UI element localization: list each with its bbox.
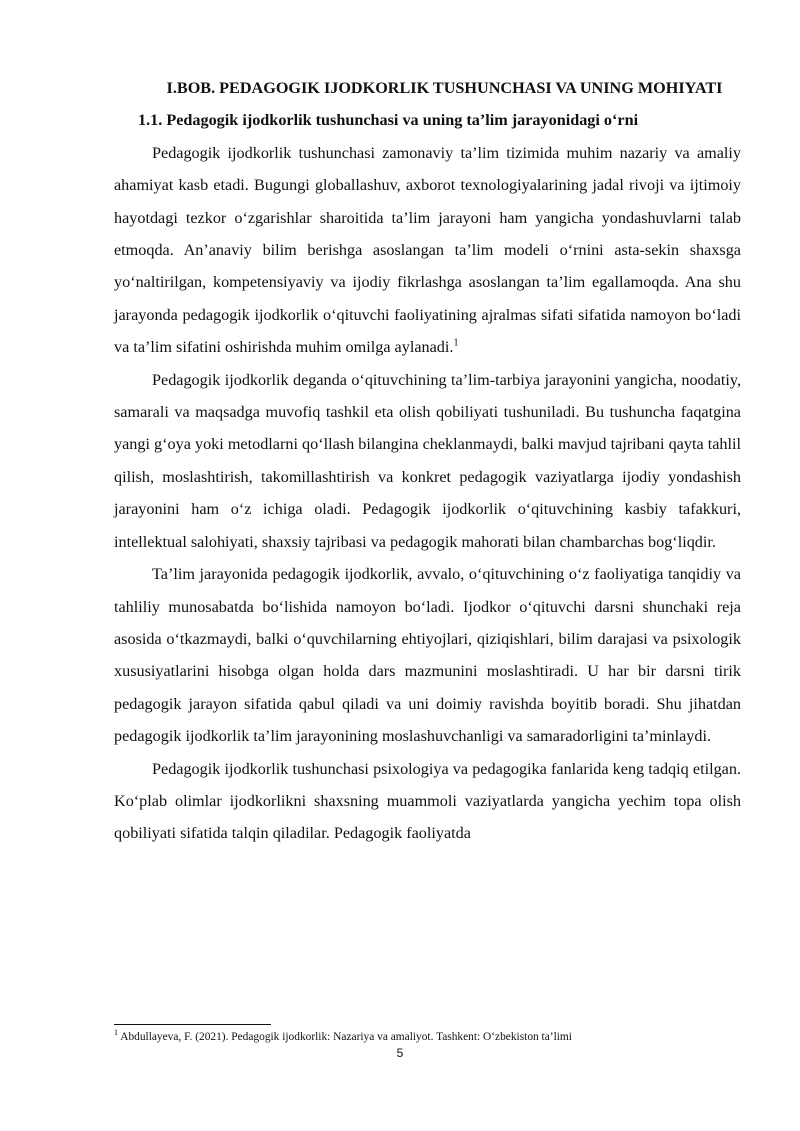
paragraph: Pedagogik ijodkorlik deganda o‘qituvchining ta’lim-tarbiya jarayonini yangicha, noodatiy, samarali va maqsadga muvofiq tashkil eta olish qobiliyati tushuniladi. Bu tushuncha faqatgina yangi g‘oya yoki metodlarni qo‘llash bilangina cheklanmaydi, balki mavjud tajribani qayta tahlil qilish, moslashtirish, takomillashtirish va konkret pedagogik vaziyatlarga ijodiy yondashish jarayonini ham o‘z ichiga oladi. Pedagogik ijodkorlik o‘qituvchining kasbiy tafakkuri, intellektual salohiyati, shaxsiy tajribasi va pedagogik mahorati bilan chambarchas bog‘liqdir. (114, 370, 741, 551)
paragraph-text: Pedagogik ijodkorlik tushunchasi zamonaviy ta’lim tizimida muhim nazariy va amaliy ahamiyat kasb etadi. Bugungi globallashuv, axborot texnologiyalarining jadal rivoji va ijtimoiy hayotdagi tezkor o‘zgarishlar sharoitida ta’lim jarayoni ham yangicha yondashuvlarni talab etmoqda. An’anaviy bilim berishga asoslangan ta’lim modeli o‘rnini asta-sekin shaxsga yo‘naltirilgan, kompetensiyaviy va ijodiy fikrlashga asoslangan ta’lim egallamoqda. Ana shu jarayonda pedagogik ijodkorlik o‘qituvchi faoliyatining ajralmas sifati sifatida namoyon bo‘ladi va ta’lim sifatini oshirishda muhim omilga aylanadi. (114, 143, 741, 357)
footnote-reference[interactable]: 1 (453, 337, 459, 349)
chapter-title: I.BOB. PEDAGOGIK IJODKORLIK TUSHUNCHASI VA UNING MOHIYATI (166, 79, 723, 97)
footnote-marker: 1 (114, 1028, 118, 1038)
paragraph: Pedagogik ijodkorlik tushunchasi psixologiya va pedagogika fanlarida keng tadqiq etilgan. Ko‘plab olimlar ijodkorlikni shaxsning muammoli vaziyatlarda yangicha yechim topa olish qobiliyati sifatida talqin qiladilar. Pedagogik faoliyatda (114, 759, 741, 843)
footnote (114, 1030, 754, 1044)
page-number: 5 (396, 1046, 404, 1060)
footnote-divider (114, 1024, 271, 1025)
footnote-text: Abdullayeva, F. (2021). Pedagogik ijodkorlik: Nazariya va amaliyot. Tashkent: O‘zbekiston ta’limi (120, 1031, 572, 1043)
section-title: 1.1. Pedagogik ijodkorlik tushunchasi va uning ta’lim jarayonidagi o‘rni (138, 111, 639, 130)
paragraph (114, 137, 741, 364)
paragraph: Ta’lim jarayonida pedagogik ijodkorlik, avvalo, o‘qituvchining o‘z faoliyatiga tanqidiy va tahliliy munosabatda bo‘lishida namoyon bo‘ladi. Ijodkor o‘qituvchi darsni shunchaki reja asosida o‘tkazmaydi, balki o‘quvchilarning ehtiyojlari, qiziqishlari, bilim darajasi va psixologik xususiyatlarini hisobga olgan holda dars mazmunini moslashtiradi. U har bir darsni tirik pedagogik jarayon sifatida qabul qiladi va uni doimiy ravishda boyitib boradi. Shu jihatdan pedagogik ijodkorlik ta’lim jarayonining moslashuvchanligi va samaradorligini ta’minlaydi. (114, 565, 741, 746)
page-body (114, 72, 741, 850)
